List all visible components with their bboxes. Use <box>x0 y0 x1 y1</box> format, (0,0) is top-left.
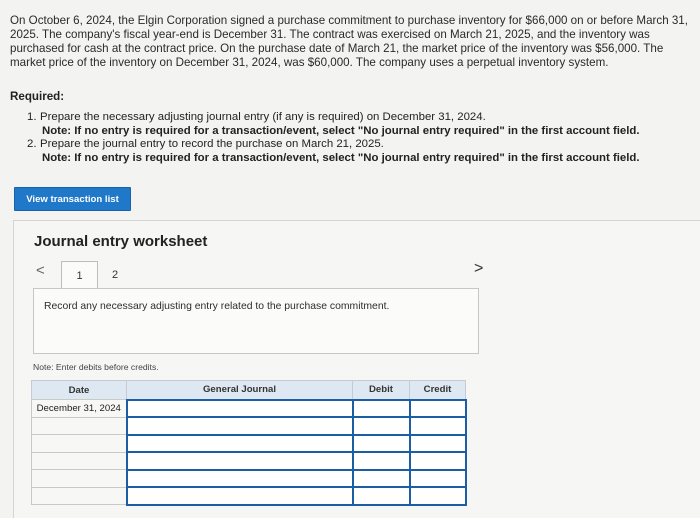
problem-line: market price of the inventory on December 31, 2024, was $60,000. The company uses a perpetual inventory system. <box>10 56 609 69</box>
date-cell <box>32 435 127 453</box>
general-journal-column-header: General Journal <box>127 381 353 400</box>
credit-input[interactable] <box>410 400 466 418</box>
required-item <box>27 111 687 138</box>
required-item-note: Note: If no entry is required for a transaction/event, select "No journal entry required" in the first account field. <box>42 124 640 137</box>
date-cell: December 31, 2024 <box>32 400 127 418</box>
chevron-right-icon[interactable]: > <box>474 260 484 277</box>
worksheet-tab-1[interactable]: 1 <box>61 261 98 289</box>
problem-statement <box>10 14 700 70</box>
account-input[interactable] <box>127 452 353 470</box>
date-column-header: Date <box>32 381 127 400</box>
table-row <box>32 400 466 418</box>
debit-input[interactable] <box>353 435 410 453</box>
worksheet-tab-2[interactable]: 2 <box>112 269 119 281</box>
credit-column-header: Credit <box>410 381 466 400</box>
date-cell <box>32 417 127 435</box>
required-item-number: 1. <box>27 111 37 123</box>
credit-input[interactable] <box>410 487 466 505</box>
worksheet-title: Journal entry worksheet <box>34 233 208 250</box>
table-row <box>32 417 466 435</box>
debit-input[interactable] <box>353 400 410 418</box>
account-input[interactable] <box>127 435 353 453</box>
required-item-text: Prepare the journal entry to record the purchase on March 21, 2025. <box>40 138 384 150</box>
debit-column-header: Debit <box>353 381 410 400</box>
account-input[interactable] <box>127 417 353 435</box>
account-input[interactable] <box>127 400 353 418</box>
instruction-text: Record any necessary adjusting entry related to the purchase commitment. <box>44 301 390 312</box>
table-row <box>32 435 466 453</box>
problem-line: purchased for cash at the contract price. On the purchase date of March 21, the market price of the inventory was $56,000. The <box>10 42 664 55</box>
problem-line: 2025. The company's fiscal year-end is December 31. The contract was exercised on March 21, 2025, and the inventory was <box>10 28 650 41</box>
chevron-left-icon[interactable]: < <box>36 262 45 279</box>
debit-input[interactable] <box>353 487 410 505</box>
table-row <box>32 487 466 505</box>
date-cell <box>32 470 127 488</box>
journal-entry-table <box>31 380 467 506</box>
credit-input[interactable] <box>410 470 466 488</box>
date-cell <box>32 452 127 470</box>
debit-input[interactable] <box>353 417 410 435</box>
required-item-text: Prepare the necessary adjusting journal entry (if any is required) on December 31, 2024. <box>40 111 486 123</box>
credit-input[interactable] <box>410 452 466 470</box>
table-row <box>32 452 466 470</box>
account-input[interactable] <box>127 470 353 488</box>
credit-input[interactable] <box>410 435 466 453</box>
required-heading: Required: <box>10 90 65 103</box>
required-item-note: Note: If no entry is required for a transaction/event, select "No journal entry required" in the first account field. <box>42 151 640 164</box>
view-transaction-list-button[interactable]: View transaction list <box>14 187 131 211</box>
required-item <box>27 138 687 165</box>
debit-input[interactable] <box>353 470 410 488</box>
credit-input[interactable] <box>410 417 466 435</box>
problem-line: On October 6, 2024, the Elgin Corporation signed a purchase commitment to purchase inventory for $66,000 on or before March 31, <box>10 14 688 27</box>
debit-input[interactable] <box>353 452 410 470</box>
table-header-row <box>32 381 466 400</box>
date-cell <box>32 487 127 505</box>
instruction-box <box>33 288 479 354</box>
debits-note: Note: Enter debits before credits. <box>33 362 159 372</box>
account-input[interactable] <box>127 487 353 505</box>
table-row <box>32 470 466 488</box>
required-item-number: 2. <box>27 138 37 150</box>
required-list <box>27 111 687 165</box>
